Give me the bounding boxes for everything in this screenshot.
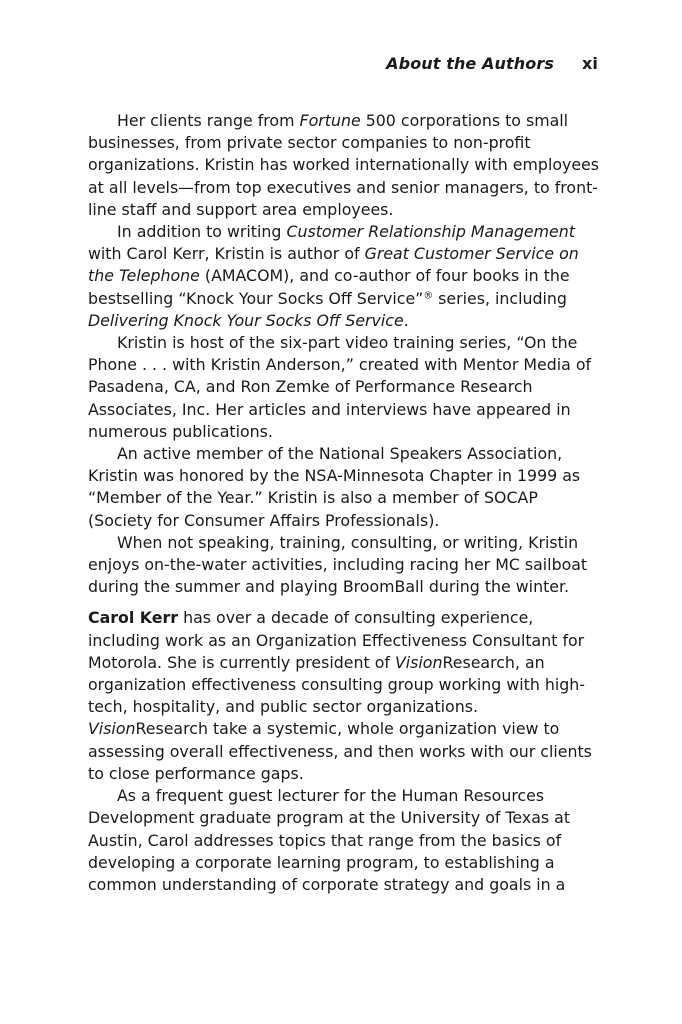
registered-mark: ® [423,290,434,302]
paragraph-carol-kerr: Carol Kerr has over a decade of consulting experience, including work as an Organization Effectiveness Consultant for Motorola. She is currently president of VisionResearch, an organization effectiveness consulting group working with high-tech, hospitality, and public sector organizations. VisionResearch take a systemic, whole organization view to assessing overall effectiveness, and then works with our clients to close performance gaps. [88,608,592,783]
paragraph-hobbies: When not speaking, training, consulting, or writing, Kristin enjoys on-the-water activities, including racing her MC sailboat during the summer and playing BroomBall during the winter. [88,532,588,597]
book-title-crm: Customer Relationship Management [286,222,575,242]
fortune-title: Fortune [299,111,361,130]
author-name: Carol Kerr [88,608,179,628]
paragraph-clients: Her clients range from Fortune 500 corporations to small businesses, from private sector companies to non-profit organizations. Kristin has worked internationally with employees at all levels—from top executives and senior managers, to front-line staff and support area employees. [88,111,600,219]
paragraph-video-series: Kristin is host of the six-part video training series, “On the Phone . . . with Kristin Anderson,” created with Mentor Media of Pasadena, CA, and Ron Zemke of Performance Research Associates, Inc. Her articles and interviews have appeared in numerous publications. [88,333,592,441]
paragraph-guest-lecturer: As a frequent guest lecturer for the Human Resources Development graduate program at the University of Texas at Austin, Carol addresses topics that range from the basics of developing a corporate learning program, to establishing a common understanding of corporate strategy and goals in a [88,786,571,894]
running-head [386,54,598,73]
paragraph-nsa: An active member of the National Speakers Association, Kristin was honored by the NSA-Minnesota Chapter in 1999 as “Member of the Year.” Kristin is also a member of SOCAP (Society for Consumer Affairs Professionals). [88,444,581,530]
body-text [88,110,600,896]
book-title-delivering: Delivering Knock Your Socks Off Service [88,310,404,330]
page-number: xi [581,54,598,73]
section-title: About the Authors [386,54,554,73]
paragraph-books: In addition to writing Customer Relationship Management with Carol Kerr, Kristin is author of Great Customer Service on the Telephone (AMACOM), and co-author of four books in the bestselling “Knock Your Socks Off Service”® series, including Delivering Knock Your Socks Off Service. [88,222,579,330]
book-title-telephone: Great Customer Service on the Telephone [88,244,579,286]
